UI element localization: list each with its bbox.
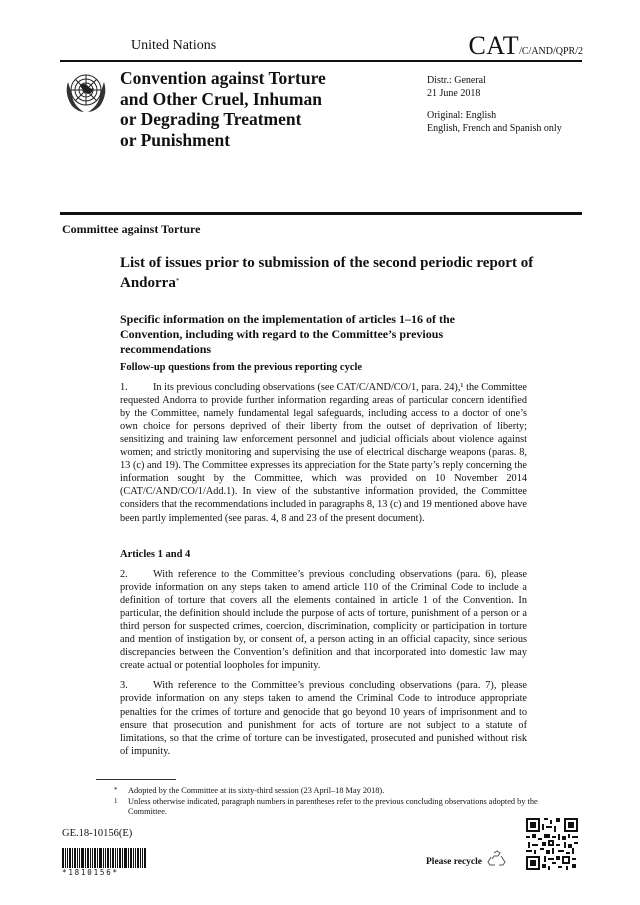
- section-articles-1-4: [120, 548, 527, 758]
- paragraph-text: With reference to the Committee’s previous concluding observations (para. 6), please provide information on any steps taken to amend article 110 of the Criminal Code to include a definition of torture that covers all the elements contained in article 1 of the Convention. In particular, the definition should include the purpose of acts of torture, punishment of a person or a third person for suspected crimes, coercion, discrimination, complicity or participation in torture and mention of instigation by, or consent of, a person acting in an official capacity, since serious discrepancies between the Convention’s definition and that incorporated into domestic law may create actual or potential loopholes for impunity.: [120, 569, 527, 672]
- job-number: GE.18-10156(E): [62, 828, 133, 839]
- section-heading: Follow-up questions from the previous reporting cycle: [120, 362, 363, 373]
- issue-date: 21 June 2018: [427, 87, 481, 99]
- paragraph: [120, 381, 527, 525]
- footnote-mark: 1: [114, 796, 118, 805]
- document-symbol: [468, 31, 583, 61]
- available-languages: English, French and Spanish only: [427, 122, 562, 134]
- title-footnote-mark: *: [175, 276, 180, 285]
- recycle-icon: [486, 850, 508, 870]
- organization-name: United Nations: [131, 38, 217, 53]
- footnote-text: Adopted by the Committee at its sixty-third session (23 April–18 May 2018).: [128, 786, 385, 795]
- document-subtitle: Specific information on the implementation of articles 1–16 of the Convention, including with regard to the Committee’s previous recommendations: [120, 312, 455, 356]
- paragraph: [120, 679, 527, 757]
- footnote: [112, 797, 542, 818]
- paragraph-number: 3.: [120, 680, 128, 692]
- footnote-text: Unless otherwise indicated, paragraph numbers in parentheses refer to the previous concluding observations adopted by the Committee.: [128, 796, 538, 816]
- barcode-icon: [62, 848, 152, 868]
- convention-title-line: and Other Cruel, Inhuman: [120, 88, 322, 109]
- paragraph-text: With reference to the Committee’s previous concluding observations (para. 7), please provide information on any steps taken to amend the Criminal Code to introduce appropriate penalties for the crimes of torture and genocide that go beyond 10 years of imprisonment and to ensure that prosecution and punishment for acts of torture are not subject to a statute of limitations, so that the crime of torture can be investigated, prosecuted and punished without risk of impunity.: [120, 680, 527, 757]
- section-rule: [60, 212, 582, 215]
- section-heading: Articles 1 and 4: [120, 549, 191, 560]
- document-title-text: List of issues prior to submission of the second periodic report of Andorra: [120, 255, 534, 291]
- convention-title-line: or Degrading Treatment: [120, 109, 302, 129]
- footnotes: [112, 786, 542, 818]
- section-follow-up: [120, 361, 527, 525]
- convention-title-line: Convention against Torture: [120, 68, 326, 88]
- paragraph-number: 1.: [120, 382, 128, 394]
- symbol-main: CAT: [468, 31, 520, 60]
- qr-code-icon: [526, 818, 578, 870]
- un-emblem-icon: [62, 68, 110, 116]
- committee-name: Committee against Torture: [62, 222, 201, 236]
- document-title: [120, 255, 540, 292]
- footnote-rule: [96, 779, 176, 780]
- convention-title-line: or Punishment: [120, 129, 231, 150]
- paragraph-text: In its previous concluding observations (see CAT/C/AND/CO/1, para. 24),¹ the Committee requested Andorra to provide further information regarding areas of particular concern identified by the Committee, namely fundamental legal safeguards, including access to a doctor of one’s own choice for persons deprived of their liberty from the outset of deprivation of liberty; sensitizing and training law enforcement personnel and judicial officials about violence against women; and strictly monitoring and supervising the use of electrical discharge weapons (paras. 8, 13 (c) and 19). The Committee expresses its appreciation for the State party’s reply concerning the information sought by the Committee, which was provided on 10 November 2014 (CAT/C/AND/CO/1/Add.1). In view of the substantive information provided, the Committee considers that the recommendations included in paragraphs 8, 13 (c) and 19 mentioned above have been partly implemented (see paras. 4, 8 and 23 of the present document).: [120, 382, 528, 524]
- footnote-mark: *: [114, 786, 118, 794]
- distribution-status: Distr.: General: [427, 75, 486, 86]
- footnote: [112, 786, 542, 797]
- original-language: Original: English: [427, 110, 497, 121]
- distribution-block: [427, 75, 562, 135]
- header-rule: [60, 60, 582, 62]
- symbol-suffix: /C/AND/QPR/2: [519, 46, 583, 57]
- paragraph-number: 2.: [120, 569, 128, 581]
- convention-title: [120, 68, 400, 150]
- barcode-number: *1810156*: [62, 868, 119, 877]
- paragraph: [120, 568, 527, 672]
- recycle-label: Please recycle: [426, 857, 482, 867]
